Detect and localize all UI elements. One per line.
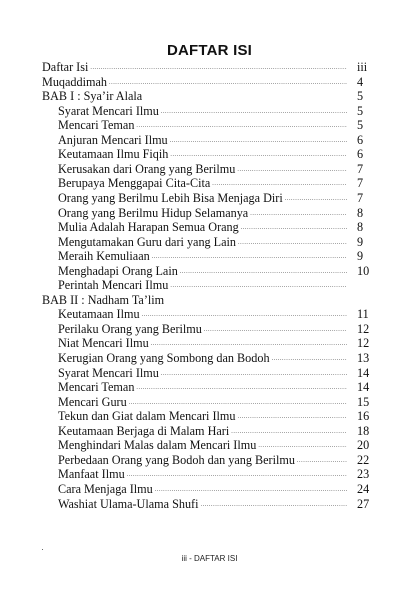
toc-leader-dots (129, 400, 347, 409)
toc-entry (58, 249, 349, 263)
toc-leader-dots (152, 254, 347, 263)
toc-entry (58, 351, 349, 365)
toc-entry (58, 482, 349, 496)
toc-entry-label: BAB II : Nadham Ta’lim (42, 292, 165, 307)
toc-entry-label: Manfaat Ilmu (58, 467, 125, 482)
toc-page-number: 20 (357, 438, 370, 453)
toc-entry-label: Mencari Guru (58, 394, 127, 409)
toc-leader-dots (297, 458, 347, 467)
toc-leader-dots (237, 167, 347, 176)
toc-page-number: 18 (357, 423, 370, 438)
toc-page-number: 9 (357, 249, 364, 264)
toc-entry (58, 133, 349, 147)
toc-entry-label: Muqaddimah (42, 74, 107, 89)
toc-entry (58, 206, 349, 220)
toc-entry (58, 162, 349, 176)
toc-page-number: 8 (357, 205, 364, 220)
toc-entry (58, 278, 349, 292)
toc-page-number: 7 (357, 190, 364, 205)
toc-entry (42, 293, 349, 307)
toc-leader-dots (151, 341, 347, 350)
toc-entry (42, 89, 349, 103)
page-title: DAFTAR ISI (166, 42, 253, 59)
toc-page-number: 11 (357, 307, 369, 322)
toc-page-number: 24 (357, 481, 370, 496)
toc-entry-label: Cara Menjaga Ilmu (58, 481, 153, 496)
toc-page-number: iii (357, 60, 368, 74)
toc-page-number: 23 (357, 467, 370, 482)
toc-entry (58, 395, 349, 409)
toc-entry-label: Perilaku Orang yang Berilmu (58, 321, 202, 336)
toc-page-number: 13 (357, 351, 370, 365)
toc-page-number: 14 (357, 365, 370, 380)
toc-entry-label: Perbedaan Orang yang Bodoh dan yang Berilmu (58, 452, 295, 467)
toc-leader-dots (127, 472, 347, 481)
toc-entry-label: Syarat Mencari Ilmu (58, 365, 159, 380)
toc-leader-dots (258, 443, 347, 452)
toc-page-number: 7 (357, 161, 364, 176)
toc-entry (58, 307, 349, 321)
toc-entry-label: Menghindari Malas dalam Mencari Ilmu (58, 438, 257, 453)
page-footer: iii - DAFTAR ISI (181, 554, 238, 563)
toc-entry (58, 220, 349, 234)
toc-leader-dots (212, 181, 347, 190)
toc-entry (58, 264, 349, 278)
toc-leader-dots (285, 196, 347, 205)
toc-entry-label: Syarat Mencari Ilmu (58, 103, 159, 118)
toc-page-number: 5 (357, 118, 364, 133)
toc-entry-label: Daftar Isi (42, 60, 89, 74)
toc-entry-label: Berupaya Menggapai Cita-Cita (58, 176, 211, 191)
toc-entry-label: Mengutamakan Guru dari yang Lain (58, 234, 237, 249)
toc-entry-label: Anjuran Mencari Ilmu (58, 132, 168, 147)
toc-entry-label: Orang yang Berilmu Lebih Bisa Menjaga Diri (58, 190, 283, 205)
toc-leader-dots (231, 429, 347, 438)
toc-entry-label: Keutamaan Berjaga di Malam Hari (58, 423, 230, 438)
toc-leader-dots (170, 152, 347, 161)
toc-page-number: 5 (357, 89, 364, 104)
toc-entry (58, 467, 349, 481)
toc-entry-label: Kerusakan dari Orang yang Berilmu (58, 161, 236, 176)
toc-entry-label: Kerugian Orang yang Sombong dan Bodoh (58, 351, 270, 365)
toc-entry-label: BAB I : Sya’ir Alala (42, 89, 143, 104)
toc-leader-dots (161, 371, 347, 380)
toc-page-number: 12 (357, 336, 370, 351)
toc-leader-dots (136, 123, 347, 132)
toc-leader-dots (180, 269, 347, 278)
toc-entry (58, 380, 349, 394)
toc-leader-dots (204, 327, 347, 336)
toc-page-number: 15 (357, 394, 370, 409)
toc-page-number: 14 (357, 380, 370, 395)
toc-entry (42, 60, 349, 74)
toc-page-number: 27 (357, 496, 370, 511)
toc-leader-dots (142, 312, 347, 321)
toc-leader-dots (136, 385, 347, 394)
toc-leader-dots (238, 240, 347, 249)
toc-page-number: 8 (357, 220, 364, 235)
toc-leader-dots (170, 138, 347, 147)
toc-leader-dots (238, 414, 348, 423)
toc-page-number: 5 (357, 103, 364, 118)
toc-page-number: 6 (357, 132, 364, 147)
toc-page-number: 22 (357, 452, 370, 467)
toc-entry (58, 176, 349, 190)
toc-leader-dots (155, 487, 347, 496)
toc-page-number: 12 (357, 321, 370, 336)
toc-entry-label: Mencari Teman (58, 118, 135, 133)
toc-entry (58, 104, 349, 118)
toc-page-number: 4 (357, 74, 364, 89)
toc-leader-dots (241, 225, 347, 234)
toc-page-number: 10 (357, 263, 370, 278)
toc-entry-label: Tekun dan Giat dalam Mencari Ilmu (58, 409, 236, 424)
toc-page-number: 7 (357, 176, 364, 191)
toc-page-number: 6 (357, 147, 364, 162)
toc-entry (58, 336, 349, 350)
toc-entry (58, 409, 349, 423)
toc-entry (42, 75, 349, 89)
toc-entry-label: Perintah Mencari Ilmu (58, 278, 169, 293)
scan-mark (42, 549, 43, 550)
toc-entry (58, 497, 349, 511)
toc-entry (58, 438, 349, 452)
toc-entry-label: Mencari Teman (58, 380, 135, 395)
toc-entry (58, 424, 349, 438)
toc-leader-dots (250, 211, 347, 220)
toc-page-number: 16 (357, 409, 370, 424)
toc-entry (58, 366, 349, 380)
toc-leader-dots (90, 65, 347, 74)
toc-entry-label: Mulia Adalah Harapan Semua Orang (58, 220, 239, 235)
toc-leader-dots (201, 502, 348, 511)
toc-leader-dots (161, 109, 347, 118)
toc-entry (58, 147, 349, 161)
toc-entry (58, 235, 349, 249)
toc-entry (58, 322, 349, 336)
toc-entry-label: Keutamaan Ilmu (58, 307, 140, 322)
toc-entry-label: Niat Mencari Ilmu (58, 336, 149, 351)
toc-leader-dots (109, 80, 347, 89)
toc-entry-label: Orang yang Berilmu Hidup Selamanya (58, 205, 249, 220)
toc-entry (58, 191, 349, 205)
toc-entry-label: Menghadapi Orang Lain (58, 263, 178, 278)
toc-entry-label: Meraih Kemuliaan (58, 249, 150, 264)
toc-entry (58, 118, 349, 132)
toc-entry (58, 453, 349, 467)
toc-leader-dots (272, 356, 347, 365)
toc-entry-label: Washiat Ulama-Ulama Shufi (58, 496, 199, 511)
toc-entry-label: Keutamaan Ilmu Fiqih (58, 147, 169, 162)
toc-page-number: 9 (357, 234, 364, 249)
toc-leader-dots (170, 283, 347, 292)
